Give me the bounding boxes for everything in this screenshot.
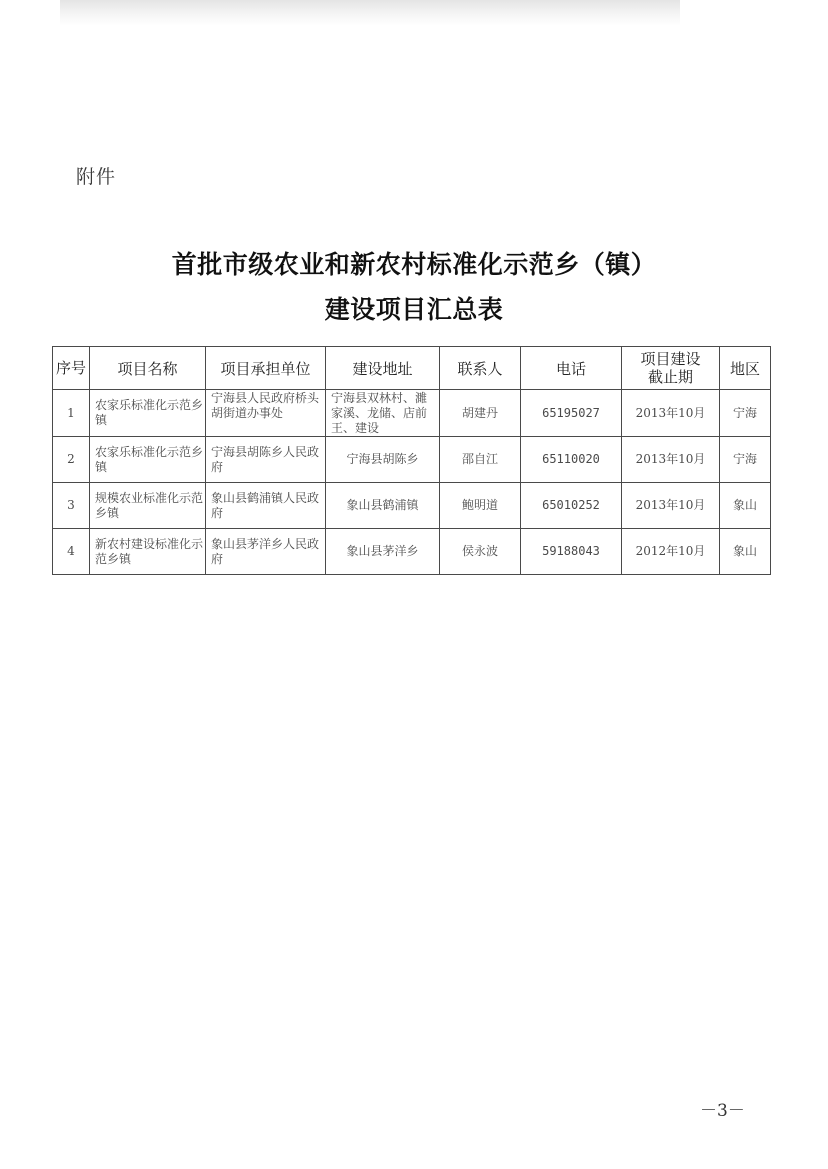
cell-phone: 65010252	[521, 483, 622, 529]
attachment-label: 附件	[76, 166, 117, 188]
cell-address: 象山县鹤浦镇	[326, 483, 440, 529]
cell-project-name: 农家乐标准化示范乡镇	[90, 390, 206, 437]
cell-deadline: 2012年10月	[622, 529, 720, 575]
cell-seq: 4	[53, 529, 90, 575]
cell-address: 象山县茅洋乡	[326, 529, 440, 575]
cell-phone: 59188043	[521, 529, 622, 575]
project-summary-table	[52, 346, 771, 575]
table-row	[53, 390, 771, 437]
cell-region: 象山	[720, 529, 771, 575]
cell-region: 宁海	[720, 437, 771, 483]
header-phone: 电话	[521, 347, 622, 390]
header-contact: 联系人	[440, 347, 521, 390]
header-seq: 序号	[53, 347, 90, 390]
cell-seq: 1	[53, 390, 90, 437]
cell-phone: 65195027	[521, 390, 622, 437]
cell-unit: 象山县茅洋乡人民政府	[206, 529, 326, 575]
header-deadline: 项目建设截止期	[622, 347, 720, 390]
cell-unit: 宁海县胡陈乡人民政府	[206, 437, 326, 483]
cell-region: 宁海	[720, 390, 771, 437]
cell-deadline: 2013年10月	[622, 483, 720, 529]
cell-unit: 象山县鹤浦镇人民政府	[206, 483, 326, 529]
document-title-line-1: 首批市级农业和新农村标准化示范乡（镇）	[171, 250, 657, 279]
cell-contact: 邵自江	[440, 437, 521, 483]
table-row	[53, 529, 771, 575]
cell-project-name: 新农村建设标准化示范乡镇	[90, 529, 206, 575]
cell-contact: 侯永波	[440, 529, 521, 575]
cell-deadline: 2013年10月	[622, 390, 720, 437]
table-row	[53, 437, 771, 483]
cell-unit	[206, 390, 326, 437]
cell-address	[326, 390, 440, 437]
page-number: －3－	[700, 1101, 745, 1121]
cell-contact: 鲍明道	[440, 483, 521, 529]
header-region: 地区	[720, 347, 771, 390]
cell-unit-text: 宁海县人民政府桥头胡街道办事处	[211, 391, 320, 420]
document-title-line-2: 建设项目汇总表	[324, 295, 504, 324]
header-project-name: 项目名称	[90, 347, 206, 390]
cell-project-name: 农家乐标准化示范乡镇	[90, 437, 206, 483]
scan-shadow	[60, 0, 680, 26]
table-row	[53, 483, 771, 529]
cell-seq: 3	[53, 483, 90, 529]
table-header-row	[53, 347, 771, 390]
cell-seq: 2	[53, 437, 90, 483]
cell-deadline: 2013年10月	[622, 437, 720, 483]
cell-phone: 65110020	[521, 437, 622, 483]
header-address: 建设地址	[326, 347, 440, 390]
cell-contact: 胡建丹	[440, 390, 521, 437]
cell-address-text: 宁海县双林村、濉家溪、龙储、店前王、建设	[331, 391, 428, 435]
header-unit: 项目承担单位	[206, 347, 326, 390]
cell-project-name: 规模农业标准化示范乡镇	[90, 483, 206, 529]
cell-address: 宁海县胡陈乡	[326, 437, 440, 483]
cell-region: 象山	[720, 483, 771, 529]
